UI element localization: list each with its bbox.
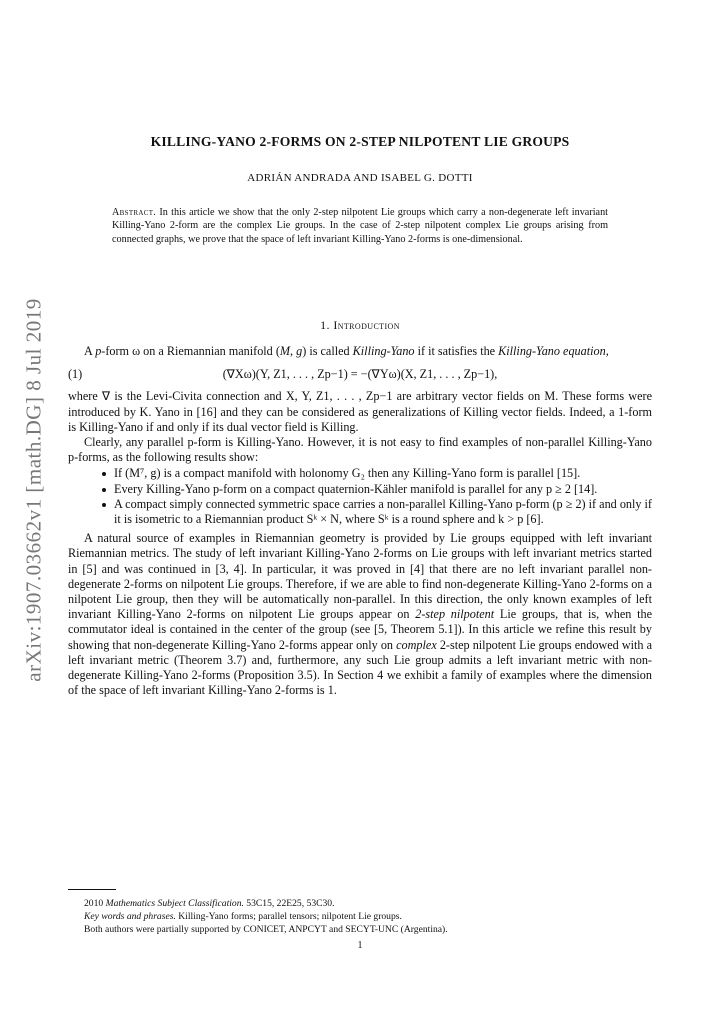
paragraph-2: where ∇ is the Levi-Civita connection and X, Y, Z1, . . . , Zp−1 are arbitrary vector fields on M. These forms were introduced by K. Yano in [16] and they can be considered as generalizations of Killing vector fields. Indeed, a 1-form is Killing-Yano if and only if its dual vector field is Killing.	[68, 389, 652, 434]
equation-number: (1)	[68, 367, 83, 382]
abstract-text: In this article we show that the only 2-step nilpotent Lie groups which carry a non-degenerate left invariant Killing-Yano 2-form are the complex Lie groups. In the case of 2-step nilpotent complex Lie groups arising from connected graphs, we prove that the space of left invariant Killing-Yano 2-forms is one-dimensional.	[112, 207, 608, 245]
footnotes	[68, 897, 652, 937]
text-run: 2-step nilpotent	[415, 607, 495, 622]
section-number: 1.	[320, 318, 330, 332]
abstract-heading: Abstract.	[112, 207, 157, 218]
text-run: 53C15, 22E25, 53C30.	[243, 898, 335, 909]
text-run: 2-step nilpotent Lie groups endowed with a left invariant metric (Theorem 3.7) and, furthermore, any such Lie group admits a left invariant metric with non-degenerate Killing-Yano 2-forms (Proposition 3.5). In Section 4 we exhibit a family of examples where the dimension of the space of left invariant Killing-Yano 2-forms is 1.	[68, 637, 652, 698]
text-run: 2010	[84, 898, 106, 909]
arxiv-stamp-text: arXiv:1907.03662v1 [math.DG] 8 Jul 2019	[21, 298, 46, 682]
arxiv-stamp	[14, 290, 54, 690]
paragraph-4	[68, 531, 652, 698]
text-run: p	[95, 344, 102, 358]
footnote-support: Both authors were partially supported by CONICET, ANPCYT and SECYT-UNC (Argentina).	[84, 924, 448, 936]
paragraph-3: Clearly, any parallel p-form is Killing-Yano. However, it is not easy to find examples of non-parallel Killing-Yano p-forms, as the following results show:	[68, 435, 652, 465]
text-run: ) is called	[302, 344, 353, 358]
paper-authors: ADRIÁN ANDRADA AND ISABEL G. DOTTI	[247, 172, 473, 184]
section-title: Introduction	[333, 318, 400, 332]
text-run: Killing-Yano	[352, 344, 415, 358]
text-run: A natural source of examples in Riemannian geometry is provided by Lie groups equipped with left invariant Riemannian metrics. The study of left invariant Killing-Yano 2-forms on Lie groups with left invariant metrics started in [5] and was continued in [3, 4]. In particular, it was proved in [4] that there are no left invariant parallel non-degenerate 2-forms on nilpotent Lie groups. Therefore, if we are able to find non-degenerate Killing-Yano 2-forms on a nilpotent Lie group, then they will be automatically non-parallel. In this direction, the only known examples of left invariant Killing-Yano 2-forms on nilpotent Lie groups appear on	[68, 531, 652, 622]
list-item: Every Killing-Yano p-form on a compact quaternion-Kähler manifold is parallel for any p ≥ 2 [14].	[114, 482, 652, 497]
text-run: -form ω on a Riemannian manifold (	[101, 344, 280, 358]
footnote-msc	[68, 897, 652, 910]
equation-1	[68, 367, 652, 382]
text-run: Killing-Yano equation,	[498, 344, 609, 358]
footnote-keywords	[68, 910, 652, 923]
text-run: Lie groups, that is, when the commutator ideal is contained in the center of the group (see [5, Theorem 5.1]). In this article we refine this result by showing that non-degenerate Killing-Yano 2-forms appear only on	[68, 607, 652, 652]
text-run: if it satisfies the	[414, 344, 499, 358]
section-heading	[68, 318, 652, 333]
equation-formula: (∇Xω)(Y, Z1, . . . , Zp−1) = −(∇Yω)(X, Z1, . . . , Zp−1),	[222, 367, 498, 382]
body-text	[68, 344, 652, 698]
text-run: complex	[396, 637, 437, 652]
paper-title: KILLING-YANO 2-FORMS ON 2-STEP NILPOTENT LIE GROUPS	[150, 134, 570, 149]
abstract	[112, 206, 608, 246]
results-list	[68, 466, 652, 527]
page-number: 1	[357, 940, 363, 951]
footnote-rule	[68, 889, 116, 890]
list-item: If (M⁷, g) is a compact manifold with holonomy G₂ then any Killing-Yano form is parallel [15].	[114, 466, 652, 481]
text-run: A	[84, 344, 96, 358]
text-run: Key words and phrases.	[84, 911, 176, 923]
text-run: Mathematics Subject Classification.	[105, 898, 244, 909]
text-run: Killing-Yano forms; parallel tensors; nilpotent Lie groups.	[175, 911, 402, 923]
list-item: A compact simply connected symmetric space carries a non-parallel Killing-Yano p-form (p ≥ 2) if and only if it is isometric to a Riemannian product Sᵏ × N, where Sᵏ is a round sphere and k > p [6].	[114, 496, 652, 527]
text-run: M, g	[279, 344, 303, 358]
paragraph-1	[68, 344, 652, 359]
